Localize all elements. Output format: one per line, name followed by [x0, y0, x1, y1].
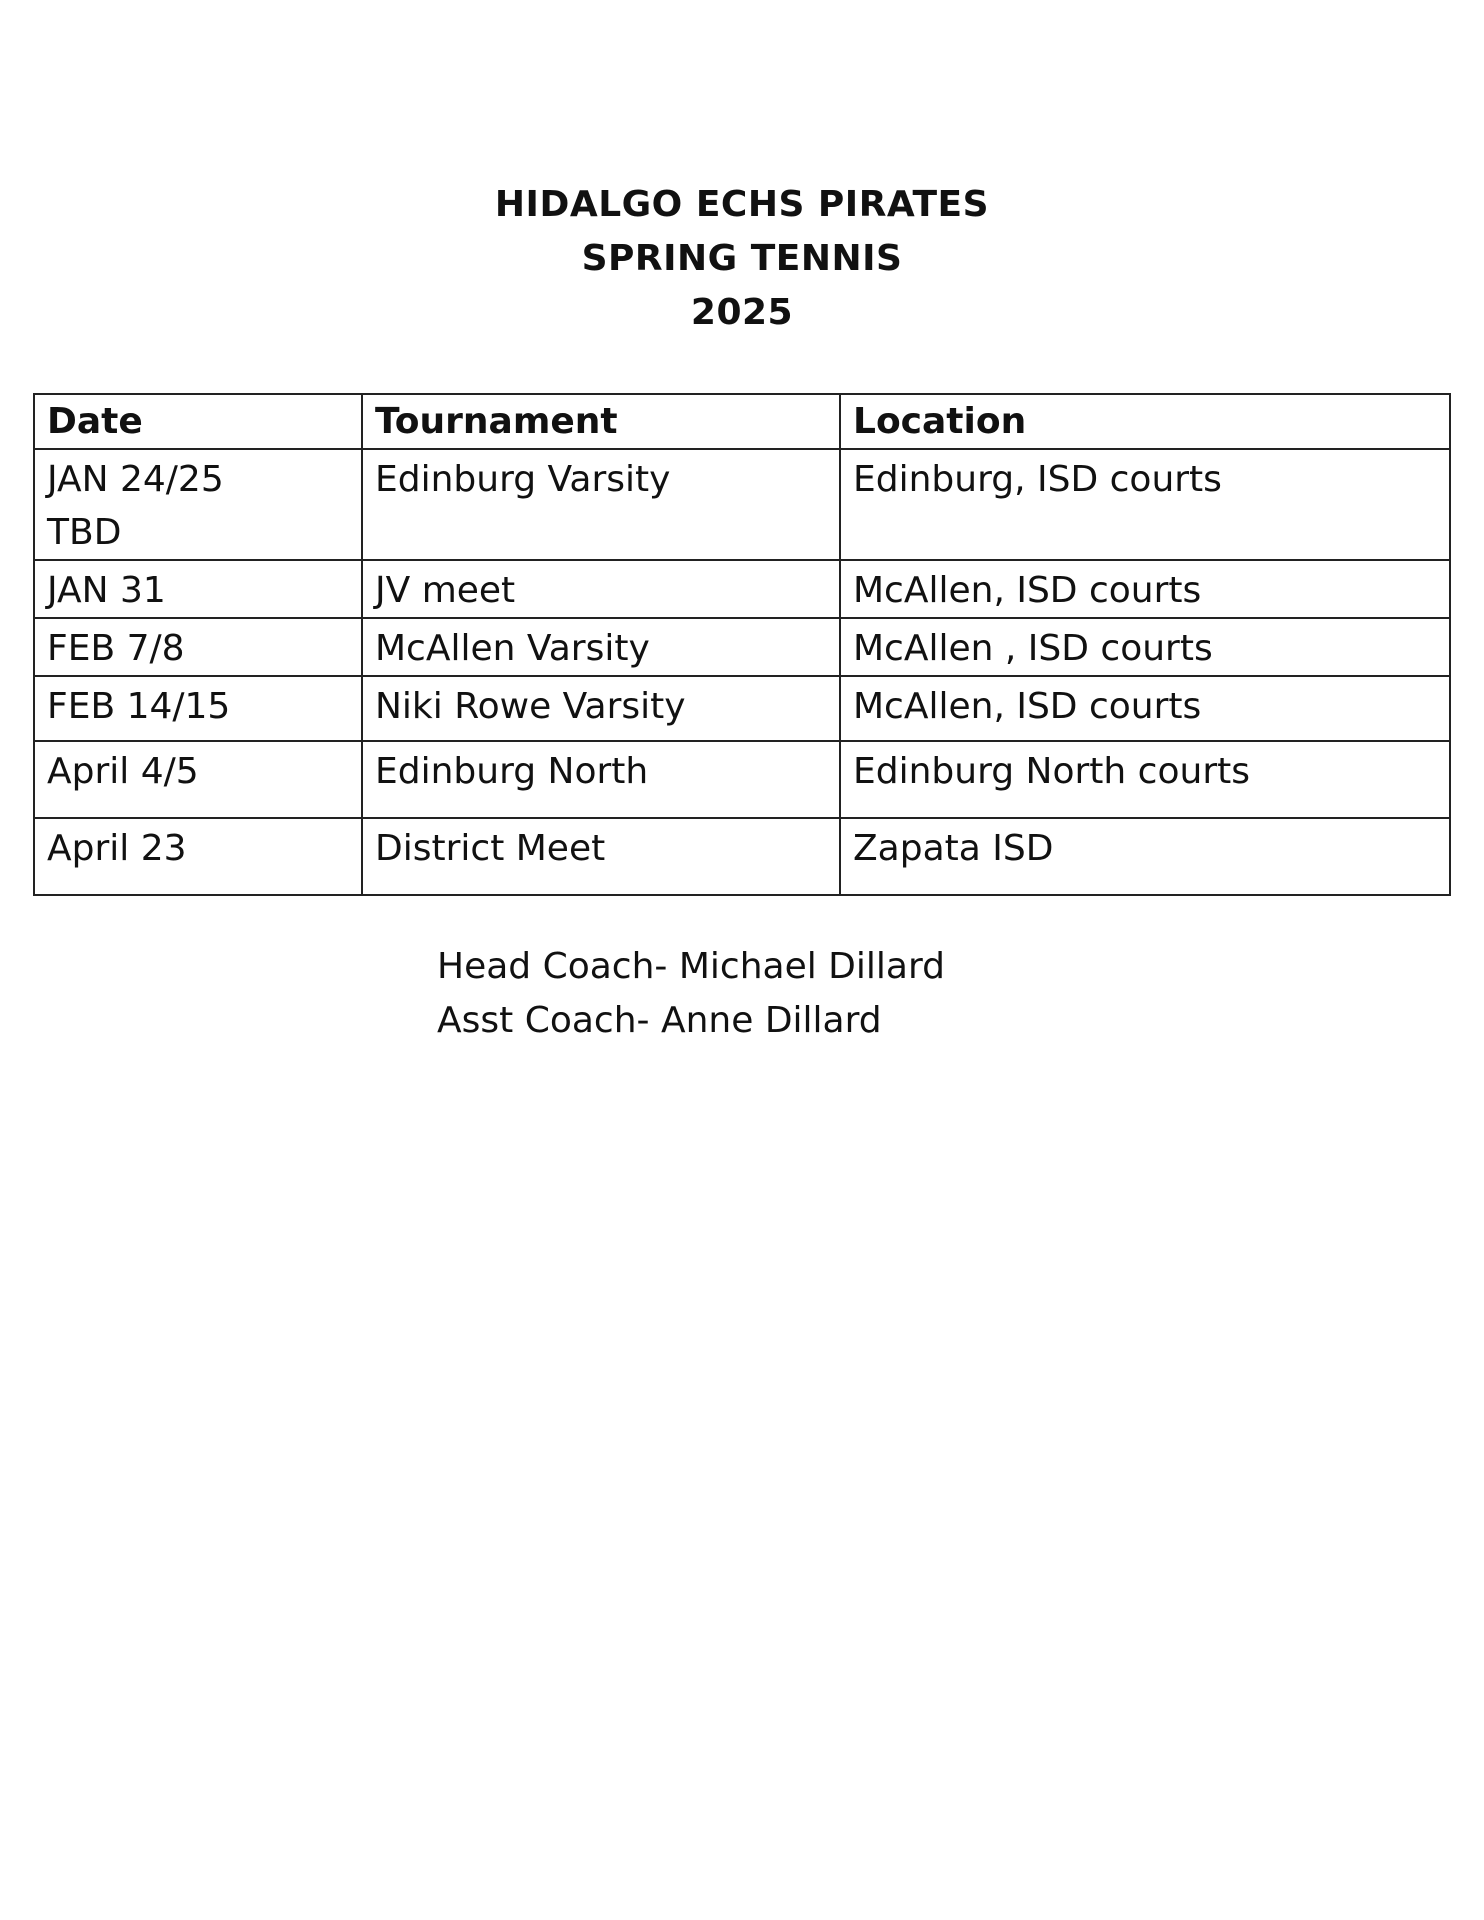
head-coach: Head Coach- Michael Dillard — [437, 946, 945, 987]
coaches-block — [437, 940, 945, 1048]
date-value: JAN 24/25 — [47, 459, 224, 500]
date-cell — [34, 449, 362, 560]
tournament-cell: JV meet — [362, 560, 840, 618]
table-row — [34, 741, 1450, 818]
location-cell: McAllen, ISD courts — [840, 676, 1450, 741]
date-cell: April 23 — [34, 818, 362, 895]
table-row — [34, 618, 1450, 676]
tournament-cell: Edinburg North — [362, 741, 840, 818]
table-row — [34, 449, 1450, 560]
date-note: TBD — [47, 512, 122, 553]
tournament-cell: Edinburg Varsity — [362, 449, 840, 560]
table-row — [34, 676, 1450, 741]
tournament-cell: Niki Rowe Varsity — [362, 676, 840, 741]
column-header-tournament: Tournament — [362, 394, 840, 449]
sport-name: SPRING TENNIS — [581, 238, 903, 279]
date-cell: JAN 31 — [34, 560, 362, 618]
location-cell: Zapata ISD — [840, 818, 1450, 895]
date-cell: FEB 14/15 — [34, 676, 362, 741]
table-row — [34, 560, 1450, 618]
tournament-cell: McAllen Varsity — [362, 618, 840, 676]
tournament-cell: District Meet — [362, 818, 840, 895]
date-cell: FEB 7/8 — [34, 618, 362, 676]
assistant-coach: Asst Coach- Anne Dillard — [437, 1000, 882, 1041]
document-title — [0, 178, 1484, 340]
location-cell: McAllen , ISD courts — [840, 618, 1450, 676]
date-cell: April 4/5 — [34, 741, 362, 818]
location-cell: Edinburg, ISD courts — [840, 449, 1450, 560]
table-header-row — [34, 394, 1450, 449]
column-header-location: Location — [840, 394, 1450, 449]
school-name: HIDALGO ECHS PIRATES — [494, 184, 990, 225]
schedule-table — [33, 393, 1451, 896]
location-cell: Edinburg North courts — [840, 741, 1450, 818]
column-header-date: Date — [34, 394, 362, 449]
table-row — [34, 818, 1450, 895]
location-cell: McAllen, ISD courts — [840, 560, 1450, 618]
season-year: 2025 — [690, 292, 794, 333]
